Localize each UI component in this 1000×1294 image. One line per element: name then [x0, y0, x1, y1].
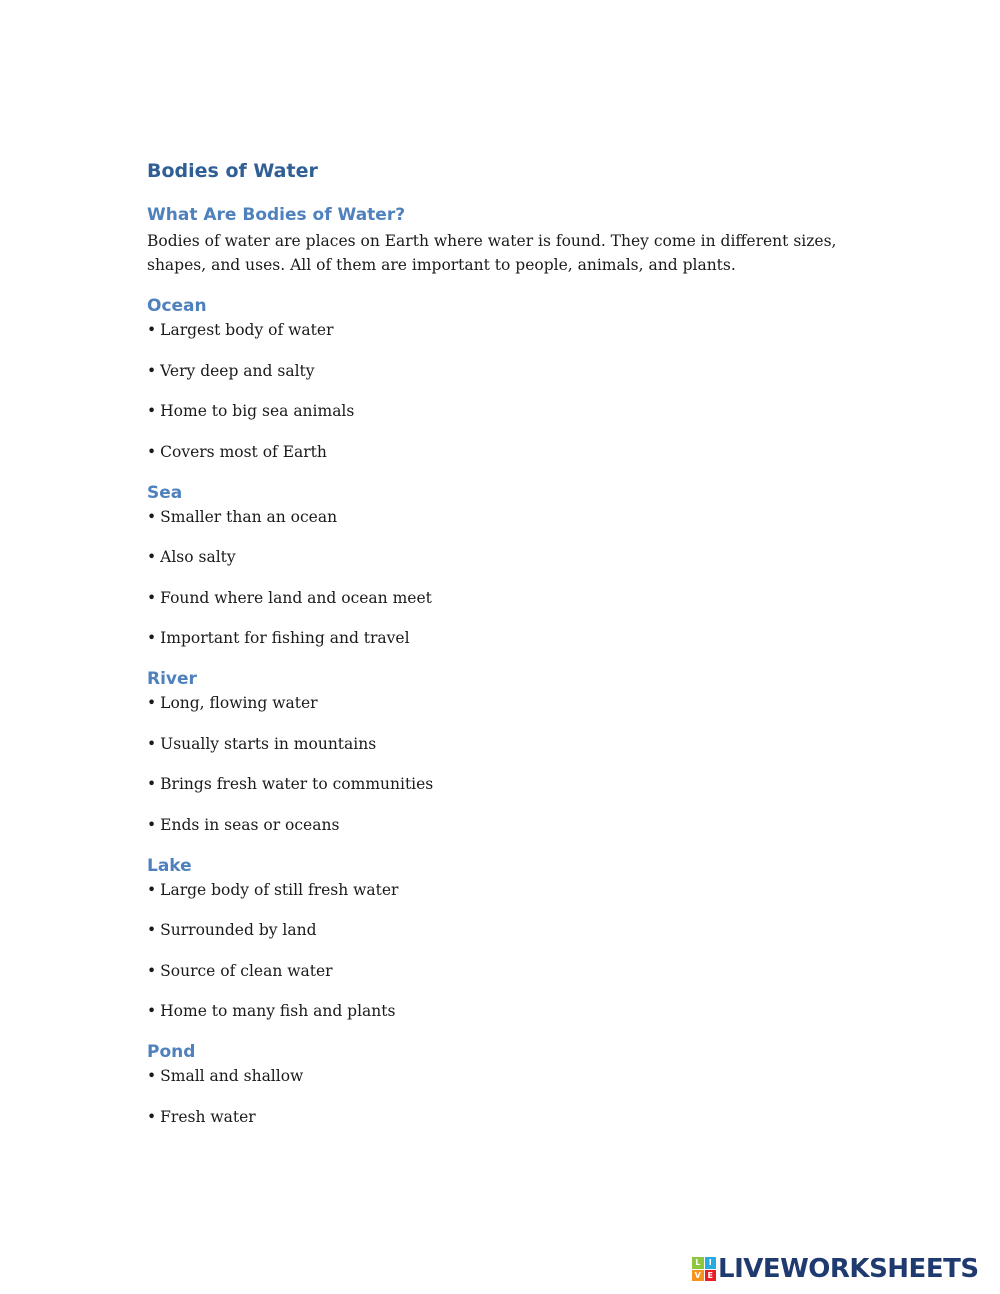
bullet-icon: •	[147, 361, 157, 380]
bullet-icon: •	[147, 629, 157, 647]
sections-container	[147, 294, 847, 1129]
list-item	[147, 772, 847, 796]
intro-line-1: Bodies of water are places on Earth where water is found. They come in different sizes,	[147, 232, 837, 250]
section-heading-pond: Pond	[147, 1042, 196, 1062]
list-item-text: Surrounded by land	[160, 921, 317, 939]
list-item-text: Source of clean water	[160, 961, 333, 980]
bullet-icon: •	[147, 694, 157, 712]
list-item-text: Usually starts in mountains	[160, 734, 377, 753]
list-item	[147, 813, 847, 837]
liveworksheets-logo	[692, 1255, 979, 1283]
section-heading-lake: Lake	[147, 855, 192, 876]
list-item	[147, 399, 847, 423]
bullet-list-lake	[147, 878, 847, 1024]
bullet-icon: •	[147, 588, 157, 607]
list-item	[147, 586, 847, 610]
list-item-text: Long, flowing water	[160, 694, 318, 712]
intro-heading: What Are Bodies of Water?	[147, 205, 406, 225]
section-heading-sea: Sea	[147, 482, 183, 503]
bullet-list-pond	[147, 1064, 847, 1129]
page-title: Bodies of Water	[147, 160, 318, 182]
intro-line-2: shapes, and uses. All of them are important to people, animals, and plants.	[147, 256, 736, 274]
list-item-text: Covers most of Earth	[160, 442, 327, 461]
list-item-text: Found where land and ocean meet	[160, 588, 432, 607]
list-item-text: Large body of still fresh water	[160, 880, 399, 899]
liveworksheets-logo-icon	[692, 1257, 716, 1281]
list-item-text: Very deep and salty	[160, 361, 315, 380]
bullet-icon: •	[147, 734, 157, 753]
logo-text: LIVEWORKSHEETS	[718, 1254, 979, 1284]
list-item	[147, 359, 847, 383]
list-item	[147, 1105, 847, 1129]
bullet-icon: •	[147, 321, 157, 339]
bullet-icon: •	[147, 921, 157, 939]
list-item	[147, 878, 847, 902]
list-item	[147, 959, 847, 983]
bullet-icon: •	[147, 507, 157, 526]
list-item-text: Brings fresh water to communities	[160, 775, 434, 793]
bullet-icon: •	[147, 815, 157, 834]
intro-paragraph	[147, 229, 847, 277]
bullet-list-river	[147, 691, 847, 837]
list-item-text: Home to big sea animals	[160, 402, 355, 420]
list-item-text: Home to many fish and plants	[160, 1002, 396, 1020]
list-item-text: Largest body of water	[160, 321, 334, 339]
list-item	[147, 318, 847, 342]
bullet-icon: •	[147, 548, 157, 566]
bullet-list-sea	[147, 505, 847, 651]
logo-letter-tile: V	[692, 1270, 704, 1282]
bullet-icon: •	[147, 1107, 157, 1126]
list-item	[147, 999, 847, 1023]
list-item-text: Ends in seas or oceans	[160, 815, 340, 834]
list-item	[147, 918, 847, 942]
list-item	[147, 545, 847, 569]
list-item-text: Small and shallow	[160, 1067, 304, 1085]
list-item	[147, 1064, 847, 1088]
bullet-icon: •	[147, 880, 157, 899]
bullet-list-ocean	[147, 318, 847, 464]
worksheet-page	[147, 156, 847, 1129]
bullet-icon: •	[147, 961, 157, 980]
logo-letter-tile: I	[705, 1257, 717, 1269]
bullet-icon: •	[147, 1002, 157, 1020]
bullet-icon: •	[147, 775, 157, 793]
bullet-icon: •	[147, 402, 157, 420]
list-item	[147, 440, 847, 464]
section-heading-ocean: Ocean	[147, 296, 207, 316]
logo-letter-tile: L	[692, 1257, 704, 1269]
logo-letter-tile: E	[705, 1270, 717, 1282]
list-item	[147, 691, 847, 715]
list-item-text: Fresh water	[160, 1107, 256, 1126]
section-heading-river: River	[147, 669, 197, 689]
list-item-text: Also salty	[160, 548, 236, 566]
bullet-icon: •	[147, 442, 157, 461]
list-item	[147, 505, 847, 529]
list-item-text: Smaller than an ocean	[160, 507, 338, 526]
list-item	[147, 732, 847, 756]
bullet-icon: •	[147, 1067, 157, 1085]
list-item-text: Important for fishing and travel	[160, 629, 410, 647]
list-item	[147, 626, 847, 650]
